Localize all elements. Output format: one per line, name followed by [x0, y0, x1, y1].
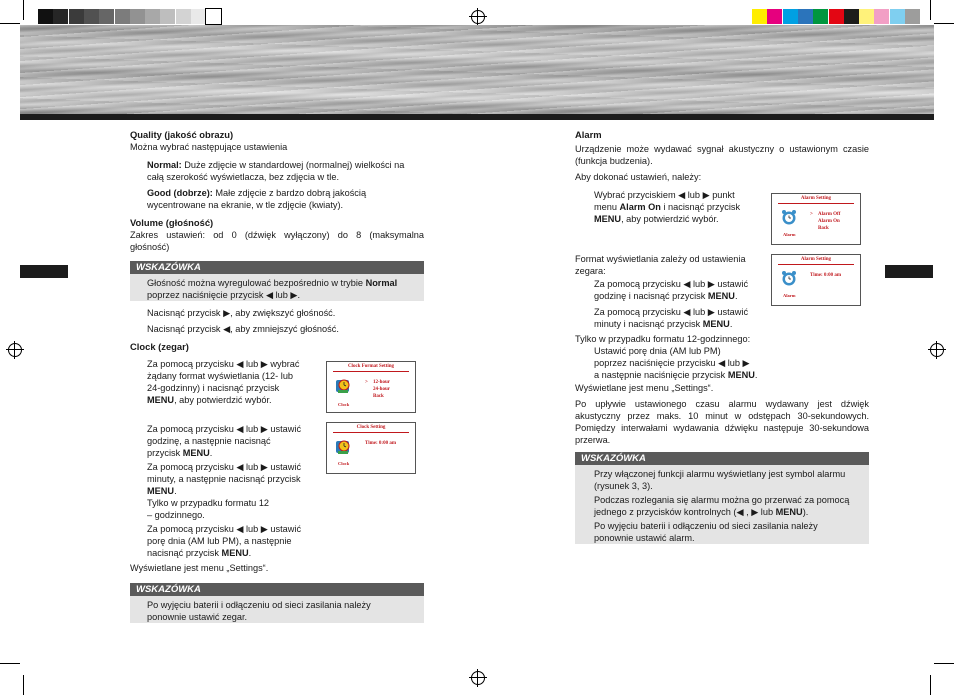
screen-title: Alarm Setting — [800, 196, 832, 201]
clock-setting-screen — [326, 422, 416, 474]
quality-intro: Można wybrać następujące ustawienia — [130, 142, 288, 152]
clock-p1-line3: 24-godzinny) i nacisnąć przycisk — [147, 383, 280, 393]
crop-mark — [930, 675, 931, 695]
alarm-step1-line1: Wybrać przyciskiem ◀ lub ▶ punkt — [594, 190, 735, 200]
clock-icon — [335, 376, 353, 394]
clock-p3-line4: Tylko w przypadku formatu 12 — [147, 498, 270, 508]
alarm-ampm-line3: a następnie naciśnięcie przycisk MENU. — [594, 370, 758, 380]
gray-swatch — [69, 9, 84, 24]
screen-footer: Alarm — [783, 232, 796, 237]
alarm-clock-icon — [780, 208, 798, 226]
gray-swatch — [38, 9, 53, 24]
screen-footer: Clock — [338, 461, 350, 466]
color-swatch — [767, 9, 782, 24]
tip3-b-line2: jednego z przycisków kontrolnych (◀ , ▶ lub MENU). — [594, 507, 809, 517]
tip-label: WSKAZÓWKA — [130, 583, 424, 596]
tip1-line1: Głośność można wyregulować bezpośrednio w trybie Normal — [147, 278, 398, 288]
alarm-line2: (funkcja budzenia). — [575, 156, 653, 166]
gray-swatch — [145, 9, 160, 24]
alarm-clock-icon — [780, 269, 798, 287]
tip-label: WSKAZÓWKA — [575, 452, 869, 465]
tip3-a-line1: Przy włączonej funkcji alarmu wyświetlany jest symbol alarmu — [594, 469, 846, 479]
screen-title: Alarm Setting — [800, 257, 832, 262]
alarm-heading: Alarm — [575, 129, 602, 140]
alarm-after-line3: Pomiędzy interwałami wydawania dźwięku następuje 30-sekundowa — [575, 423, 869, 433]
color-swatch — [752, 9, 767, 24]
tip2-line2: ponownie ustawić zegar. — [147, 612, 248, 622]
clock-heading: Clock (zegar) — [130, 341, 189, 352]
alarm-minute-line1: Za pomocą przycisku ◀ lub ▶ ustawić — [594, 307, 749, 317]
registration-mark-icon — [471, 10, 485, 24]
clock-icon — [335, 437, 353, 455]
volume-heading: Volume (głośność) — [130, 217, 214, 228]
page-tab-marker — [885, 265, 933, 278]
alarm-settings-note: Wyświetlane jest menu „Settings“. — [575, 383, 714, 393]
clock-p4-line3: nacisnąć przycisk MENU. — [147, 548, 252, 558]
clock-p3-line5: – godzinnego. — [147, 510, 205, 520]
color-swatch — [783, 9, 798, 24]
alarm-format-line1: Format wyświetlania zależy od ustawienia — [575, 254, 746, 264]
gray-swatch — [176, 9, 191, 24]
alarm-after-line1: Po upływie ustawionego czasu alarmu wydawany jest dźwięk — [575, 399, 869, 409]
gray-swatch — [84, 9, 99, 24]
alarm-ampm-line2: poprzez naciśnięcie przycisku ◀ lub ▶ — [594, 358, 750, 368]
clock-p1-line1: Za pomocą przycisku ◀ lub ▶ wybrać — [147, 359, 300, 369]
crop-mark — [0, 23, 20, 24]
volume-line2: głośność) — [130, 242, 170, 252]
crop-mark — [930, 0, 931, 20]
clock-p2-line1: Za pomocą przycisku ◀ lub ▶ ustawić — [147, 424, 302, 434]
alarm-step1-line2: menu Alarm On i nacisnąć przycisk — [594, 202, 741, 212]
screen-title: Clock Format Setting — [347, 364, 395, 369]
screen-footer: Alarm — [783, 293, 796, 298]
volume-line1: Zakres ustawień: od 0 (dźwięk wyłączony) do 8 (maksymalna — [130, 230, 424, 240]
alarm-time-screen — [771, 254, 861, 306]
alarm-minute-line2: minuty i nacisnąć przycisk MENU. — [594, 319, 733, 329]
gray-swatch — [99, 9, 114, 24]
clock-p2-line2: godzinę, a następnie nacisnąć — [147, 436, 271, 446]
alarm-time-value: Time: 0:00 am — [810, 273, 842, 278]
alarm-step1-line3: MENU, aby potwierdzić wybór. — [594, 214, 719, 224]
color-swatch — [829, 9, 844, 24]
alarm-setting-screen — [771, 193, 861, 245]
gray-swatch — [115, 9, 130, 24]
clock-p4-line1: Za pomocą przycisku ◀ lub ▶ ustawić — [147, 524, 302, 534]
crop-mark — [934, 663, 954, 664]
alarm-after-line2: akustyczny przez maks. 10 minut w odstępach 30-sekundowych. — [575, 411, 869, 421]
clock-p2-line3: przycisk MENU. — [147, 448, 213, 458]
brushed-metal-header — [20, 25, 934, 114]
alarm-hour-line1: Za pomocą przycisku ◀ lub ▶ ustawić — [594, 279, 749, 289]
tip3-b-line1: Podczas rozlegania się alarmu można go przerwać za pomocą — [594, 495, 850, 505]
color-swatch — [905, 9, 920, 24]
screen-divider — [333, 432, 409, 433]
clock-p3-line2: minuty, a następnie nacisnąć przycisk — [147, 474, 301, 484]
tip3-a-line2: (rysunek 3, 3). — [594, 481, 653, 491]
screen-divider — [778, 203, 854, 204]
screen-selector: > — [810, 212, 813, 217]
registration-mark-icon — [471, 671, 485, 685]
registration-mark-icon — [8, 343, 22, 357]
color-swatch — [844, 9, 859, 24]
option-24-hour: 24-hour — [373, 387, 390, 392]
screen-divider — [778, 264, 854, 265]
option-12-hour: 12-hour — [373, 380, 390, 385]
crop-mark — [23, 675, 24, 695]
option-alarm-off: Alarm Off — [818, 212, 841, 217]
page-tab-marker — [20, 265, 68, 278]
registration-mark-icon — [930, 343, 944, 357]
alarm-line1: Urządzenie może wydawać sygnał akustyczny o ustawionym czasie — [575, 144, 869, 154]
color-swatch — [798, 9, 813, 24]
alarm-hour-line2: godzinę i nacisnąć przycisk MENU. — [594, 291, 738, 301]
tip3-c-line1: Po wyjęciu baterii i odłączeniu od sieci zasilania należy — [594, 521, 818, 531]
quality-normal-line2: całą szerokość wyświetlacza, bez zdjęcia w tle. — [147, 172, 339, 182]
volume-up-instruction: Nacisnąć przycisk ▶, aby zwiększyć głośność. — [147, 308, 336, 318]
tip2-line1: Po wyjęciu baterii i odłączeniu od sieci zasilania należy — [147, 600, 371, 610]
tip1-line2: poprzez naciśnięcie przycisk ◀ lub ▶. — [147, 290, 301, 300]
quality-good-line1: Good (dobrze): Małe zdjęcie z bardzo dobrą jakością — [147, 188, 367, 198]
header-rule — [20, 114, 934, 120]
color-swatch — [890, 9, 905, 24]
volume-down-instruction: Nacisnąć przycisk ◀, aby zmniejszyć głośność. — [147, 324, 339, 334]
clock-p3-line1: Za pomocą przycisku ◀ lub ▶ ustawić — [147, 462, 302, 472]
clock-p3-line3: MENU. — [147, 486, 177, 496]
clock-p4-line2: porę dnia (AM lub PM), a następnie — [147, 536, 292, 546]
tip3-c-line2: ponownie ustawić alarm. — [594, 533, 695, 543]
clock-format-screen — [326, 361, 416, 413]
tip-label: WSKAZÓWKA — [130, 261, 424, 274]
quality-normal-line1: Normal: Duże zdjęcie w standardowej (normalnej) wielkości na — [147, 160, 405, 170]
screen-selector: > — [365, 380, 368, 385]
screen-footer: Clock — [338, 402, 350, 407]
gray-swatch — [130, 9, 145, 24]
crop-mark — [934, 23, 954, 24]
gray-swatch — [53, 9, 68, 24]
quality-heading: Quality (jakość obrazu) — [130, 129, 234, 140]
alarm-format-line2: zegara: — [575, 266, 606, 276]
gray-swatch — [206, 9, 221, 24]
alarm-ampm-line1: Ustawić porę dnia (AM lub PM) — [594, 346, 721, 356]
option-alarm-on: Alarm On — [818, 219, 840, 224]
option-back: Back — [818, 226, 829, 231]
crop-mark — [23, 0, 24, 20]
clock-p1-line2: żądany format wyświetlania (12- lub — [147, 371, 294, 381]
clock-p1-line4: MENU, aby potwierdzić wybór. — [147, 395, 272, 405]
color-swatch — [813, 9, 828, 24]
gray-swatch — [191, 9, 206, 24]
screen-divider — [333, 371, 409, 372]
alarm-after-line4: przerwa. — [575, 435, 611, 445]
alarm-12h-note: Tylko w przypadku formatu 12-godzinnego: — [575, 334, 751, 344]
color-swatch — [874, 9, 889, 24]
clock-settings-note: Wyświetlane jest menu „Settings“. — [130, 563, 269, 573]
color-swatch — [859, 9, 874, 24]
quality-good-line2: wycentrowane na ekranie, w tle zdjęcie (kwiaty). — [147, 200, 344, 210]
option-back: Back — [373, 394, 384, 399]
alarm-howto: Aby dokonać ustawień, należy: — [575, 172, 702, 182]
screen-title: Clock Setting — [356, 425, 386, 430]
clock-time-value: Time: 0:00 am — [365, 441, 397, 446]
gray-swatch — [160, 9, 175, 24]
crop-mark — [0, 663, 20, 664]
